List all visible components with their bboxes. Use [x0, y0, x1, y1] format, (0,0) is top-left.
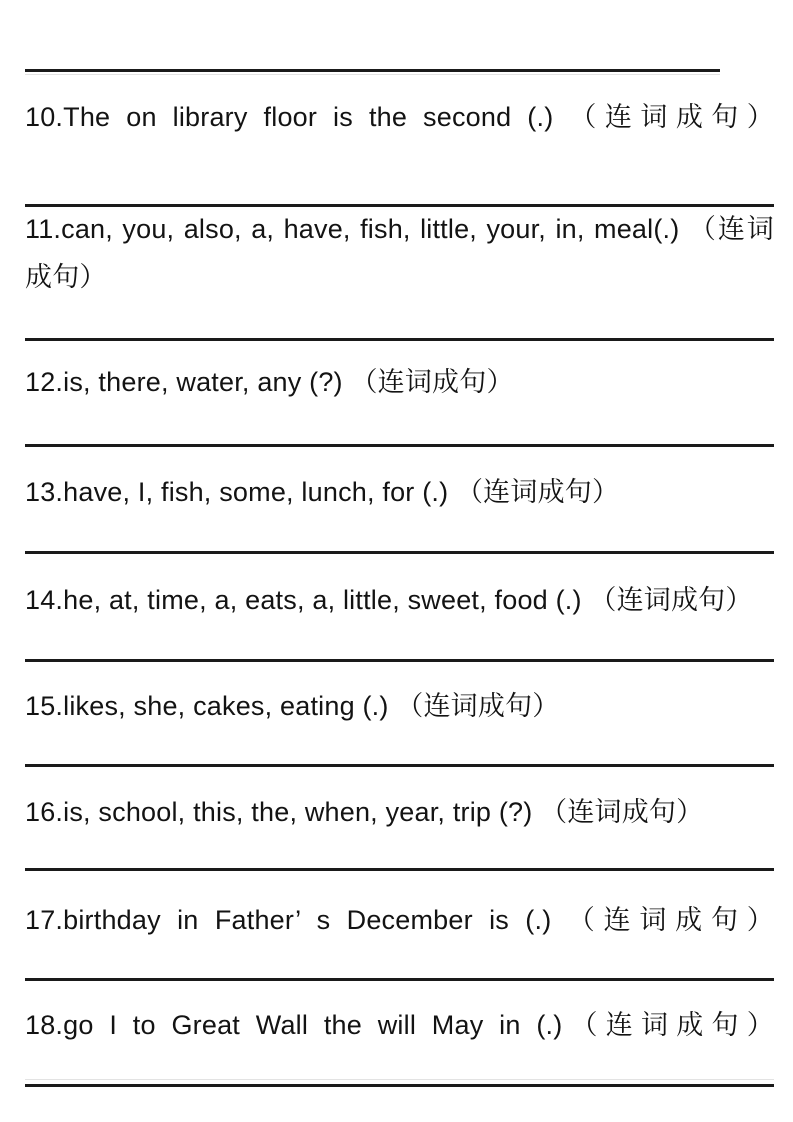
answer-line-12 — [25, 444, 774, 447]
exercise-item-11-line-1: 11.can, you, also, a, have, fish, little, your, in, meal(.) （连词 — [25, 214, 774, 244]
answer-line-15 — [25, 764, 774, 767]
exercise-item-18: 18.go I to Great Wall the will May in (.)（连词成句） — [25, 1010, 774, 1040]
answer-line-18 — [25, 1084, 774, 1087]
exercise-item-10: 10.The on library floor is the second (.) （连词成句） — [25, 102, 774, 132]
scan-artifact-line — [25, 1079, 774, 1080]
answer-line-14 — [25, 659, 774, 662]
answer-line-17 — [25, 978, 774, 981]
answer-line-13 — [25, 551, 774, 554]
answer-line-16 — [25, 868, 774, 871]
exercise-item-17: 17.birthday in Father’ s December is (.) （连词成句） — [25, 905, 774, 935]
exercise-item-16: 16.is, school, this, the, when, year, trip (?) （连词成句） — [25, 797, 704, 827]
exercise-item-11-line-2: 成句） — [25, 262, 107, 292]
scan-artifact-line — [25, 74, 720, 75]
answer-line-previous — [25, 69, 720, 72]
exercise-item-12: 12.is, there, water, any (?) （连词成句） — [25, 367, 514, 397]
exercise-item-13: 13.have, I, fish, some, lunch, for (.) （连词成句） — [25, 477, 620, 507]
exercise-item-15: 15.likes, she, cakes, eating (.) （连词成句） — [25, 691, 560, 721]
answer-line-11 — [25, 338, 774, 341]
exercise-item-14: 14.he, at, time, a, eats, a, little, sweet, food (.) （连词成句） — [25, 585, 753, 615]
